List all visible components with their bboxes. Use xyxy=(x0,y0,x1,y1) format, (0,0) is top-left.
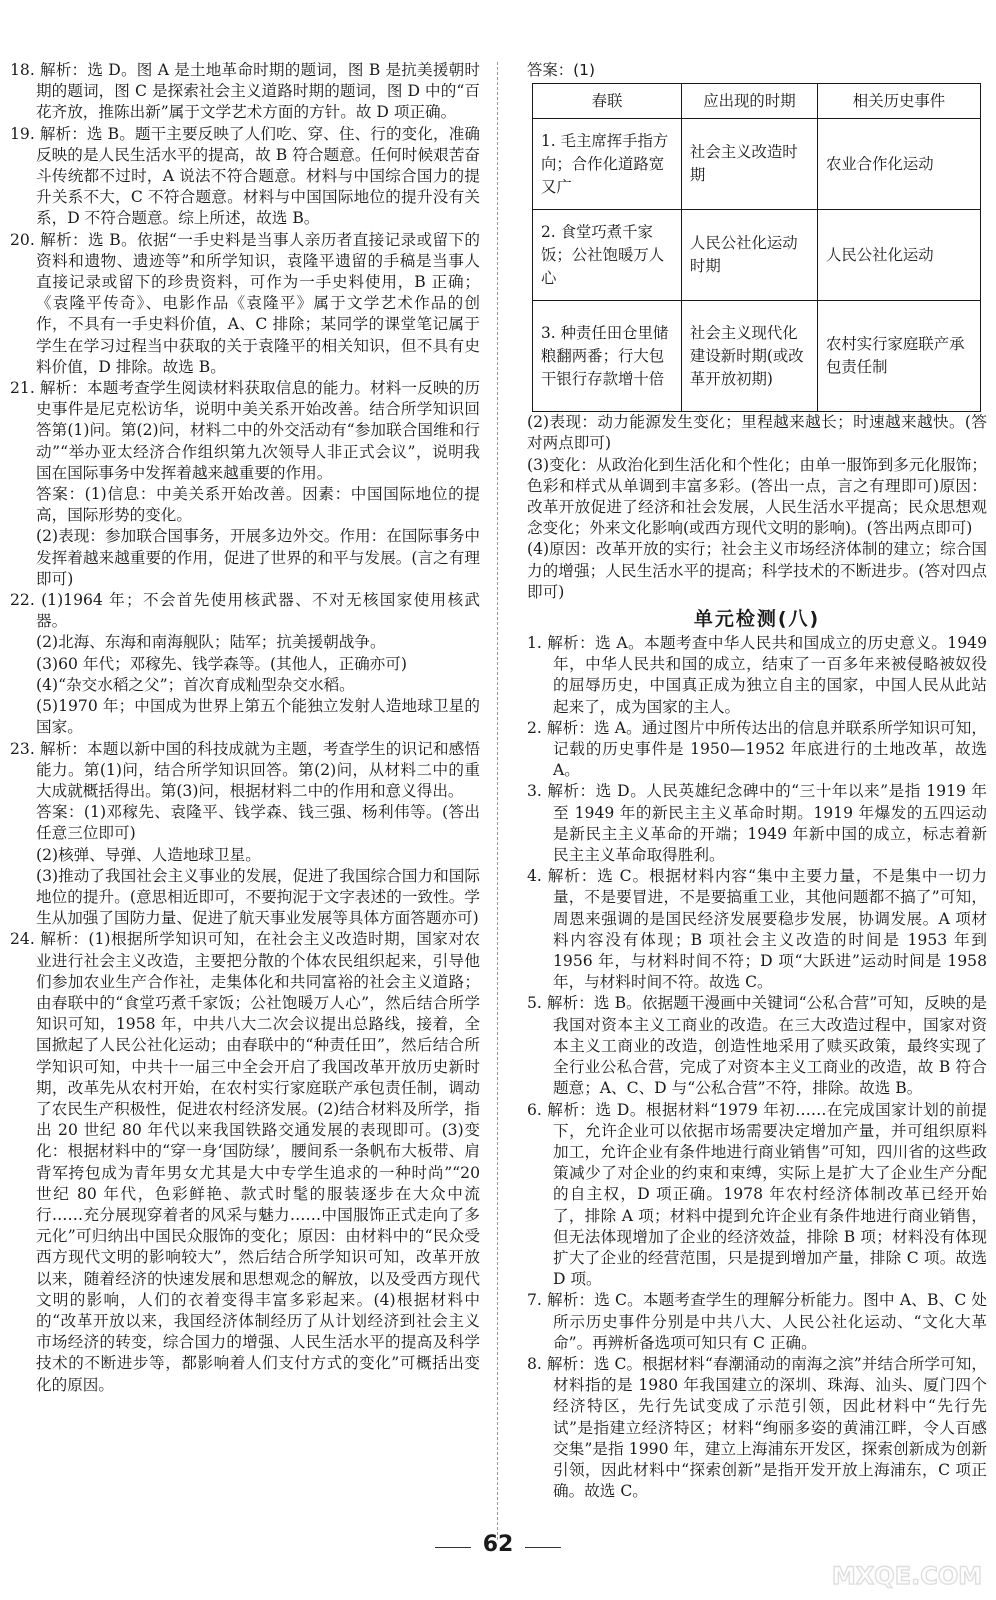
section-title: 单元检测(八) xyxy=(693,608,821,631)
answer-item-continuation: (3)变化：从政治化到生活化和个性化；由单一服饰到多元化服饰；色彩和样式从单调到丰富多彩。(答出一点，言之有理即可)原因：改革开放促进了经济和社会发展，人民生活水平提高；民众思想观念变化；外来文化影响(或西方现代文明的影响)。(答出两点即可) xyxy=(527,455,987,538)
table-cell: 社会主义现代化建设新时期(或改革开放初期) xyxy=(681,301,817,412)
answer-list xyxy=(527,633,987,1502)
table-cell: 1. 毛主席挥手指方向；合作化道路宽又广 xyxy=(533,119,682,210)
watermark-logo xyxy=(832,1546,982,1596)
answer-item: 6. 解析：选 D。根据材料“1979 年初……在完成国家计划的前提下，允许企业可以依据市场需要决定增加产量，并可组织原料加工，允许企业有条件地进行商业销售”可知，四川省的这些政策减少了对企业的约束和束缚，实际上是扩大了企业生产分配的自主权，D 项正确。1978 年农村经济体制改革已经开始了，排除 A 项；材料中提到允许企业有条件地进行商业销售，但无法体现增加了企业的经济效益，排除 B 项；材料没有体现扩大了企业的经营范围，只是提到增加产量，排除 C 项。故选 D 项。 xyxy=(527,1100,987,1289)
answer-item: 20. 解析：选 B。依据“一手史料是当事人亲历者直接记录或留下的资料和遗物、遗迹等”和所学知识，袁隆平遗留的手稿是当事人直接记录或留下的珍贵资料，可作为一手史料使用，B 正确；《袁隆平传奇》、电影作品《袁隆平》属于文学艺术作品的创作，不具有一手史料价值，A、C 排除；某同学的课堂笔记属于学生在学习过程当中获取的关于袁隆平的相关知识，但不具有史料价值，D 排除。故选 B。 xyxy=(10,230,480,376)
answer-item: 2. 解析：选 A。通过图片中所传达出的信息并联系所学知识可知，记载的历史事件是 1950—1952 年底进行的土地改革，故选 A。 xyxy=(527,718,987,780)
answer-item-continuation: (3)推动了我国社会主义事业的发展，促进了我国综合国力和国际地位的提升。(意思相近即可，不要拘泥于文字表述的一致性。学生从加强了国防力量、促进了航天事业发展等具体方面答题亦可) xyxy=(36,866,480,928)
couplet-table xyxy=(532,83,981,412)
table-cell: 人民公社化运动 xyxy=(817,210,980,301)
answer-item: 8. 解析：选 C。根据材料“春潮涌动的南海之滨”并结合所学可知，材料指的是 1980 年我国建立的深圳、珠海、汕头、厦门四个经济特区，先行先试变成了示范引领，因此材料中“先行先试”是指建立经济特区；材料“绚丽多姿的黄浦江畔，令人百感交集”是指 1990 年，建立上海浦东开发区，探索创新成为创新引领，因此材料中“探索创新”是指开发开放上海浦东，C 项正确。故选 C。 xyxy=(527,1354,987,1501)
answer-item-continuation: (2)核弹、导弹、人造地球卫星。 xyxy=(36,845,261,864)
answer-label: 答案：(1) xyxy=(527,61,595,79)
answer-item: 23. 解析：本题以新中国的科技成就为主题，考查学生的识记和感悟能力。第(1)问，结合所学知识回答。第(2)问，从材料二中的重大成就概括得出。第(3)问，根据材料二中的作用和意义得出。 xyxy=(10,739,480,800)
answer-item: 19. 解析：选 B。题干主要反映了人们吃、穿、住、行的变化，准确反映的是人民生活水平的提高，故 B 符合题意。任何时候艰苦奋斗传统都不过时，A 说法不符合题意。材料与中国综合国力的提升关系不大，C 不符合题意。材料与中国国际地位的提升没有关系，D 不符合题意。综上所述，故选 B。 xyxy=(10,124,480,228)
table-header-row xyxy=(533,84,981,119)
answer-item-continuation: 答案：(1)信息：中美关系开始改善。因素：中国国际地位的提高，国际形势的变化。 xyxy=(36,485,480,525)
answer-item: 21. 解析：本题考查学生阅读材料获取信息的能力。材料一反映的历史事件是尼克松访华，说明中美关系开始改善。结合所学知识回答第(1)问。第(2)问，材料二中的外交活动有“参加联合国维和行动”“举办亚太经济合作组织第九次领导人非正式会议”，说明我国在国际事务中发挥着越来越重要的作用。 xyxy=(10,379,480,482)
table-cell: 社会主义改造时期 xyxy=(681,119,817,210)
answer-item: 18. 解析：选 D。图 A 是土地革命时期的题词，图 B 是抗美援朝时期的题词，图 C 是探索社会主义道路时期的题词，图 D 中的“百花齐放，推陈出新”属于文学艺术方面的方针。故 D 项正确。 xyxy=(10,61,480,122)
answer-item-continuation: (5)1970 年；中国成为世界上第五个能独立发射人造地球卫星的国家。 xyxy=(36,697,480,737)
table-cell: 农村实行家庭联产承包责任制 xyxy=(817,301,980,412)
right-column xyxy=(527,60,987,1502)
page-number: 62 xyxy=(482,1532,514,1557)
answer-item-continuation: (2)表现：参加联合国事务，开展多边外交。作用：在国际事务中发挥着越来越重要的作用，促进了世界的和平与发展。(言之有理即可) xyxy=(36,527,480,588)
answer-item: 5. 解析：选 B。依据题干漫画中关键词“公私合营”可知，反映的是我国对资本主义工商业的改造。在三大改造过程中，国家对资本主义工商业的改造，创造性地采用了赎买政策，最终实现了全行业公私合营，完成了对资本主义工商业的改造，故 B 符合题意；A、C、D 与“公私合营”不符，排除。故选 B。 xyxy=(527,994,987,1098)
answer-item-continuation: (4)“杂交水稻之父”；首次育成籼型杂交水稻。 xyxy=(36,675,355,694)
table-row xyxy=(533,301,981,412)
table-cell: 人民公社化运动时期 xyxy=(681,210,817,301)
answer-continuation xyxy=(527,412,987,603)
watermark-text: MXQE.COM xyxy=(832,1562,982,1590)
answer-item-continuation: (2)北海、东海和南海舰队；陆军；抗美援朝战争。 xyxy=(36,633,386,652)
answer-item-continuation: (3)60 年代；邓稼先、钱学森等。(其他人，正确亦可) xyxy=(36,654,407,673)
table-cell: 2. 食堂巧煮千家饭；公社饱暖万人心 xyxy=(533,210,682,301)
table-header: 春联 xyxy=(533,84,682,119)
table-cell: 农业合作化运动 xyxy=(817,119,980,210)
column-divider xyxy=(497,62,498,1540)
table-header: 应出现的时期 xyxy=(681,84,817,119)
left-column xyxy=(10,60,480,1396)
footer-dash xyxy=(525,1547,561,1548)
answer-item: 4. 解析：选 C。根据材料内容“集中主要力量，不是集中一切力量，不是要冒进，不是要搞重工业，其他问题都不搞了”可知，周恩来强调的是国民经济发展要稳步发展，协调发展。A 项材料内容没有体现；B 项社会主义改造的时间是 1953 年到 1956 年，与材料时间不符；D 项“大跃进”运动时间是 1958 年，与材料时间不符。故选 C。 xyxy=(527,867,987,992)
answer-item: 1. 解析：选 A。本题考查中华人民共和国成立的历史意义。1949 年，中华人民共和国的成立，结束了一百多年来被侵略被奴役的屈辱历史，中国真正成为独立自主的国家，中国人民从此站起来了，成为国家的主人。 xyxy=(527,634,987,716)
answer-item: 3. 解析：选 D。人民英雄纪念碑中的“三十年以来”是指 1919 年至 1949 年的新民主主义革命时期。1919 年爆发的五四运动是新民主主义革命的开端；1949 年新中国的成立，标志着新民主主义革命取得胜利。 xyxy=(527,782,987,865)
answer-item-continuation: (4)原因：改革开放的实行；社会主义市场经济体制的建立；综合国力的增强；人民生活水平的提高；科学技术的不断进步。(答对四点即可) xyxy=(527,540,987,601)
table-row xyxy=(533,119,981,210)
table-row xyxy=(533,210,981,301)
answer-item: 7. 解析：选 C。本题考查学生的理解分析能力。图中 A、B、C 处所示历史事件分别是中共八大、人民公社化运动、“文化大革命”。再辨析备选项可知只有 C 正确。 xyxy=(527,1291,987,1352)
answer-item-continuation: (2)表现：动力能源发生变化；里程越来越长；时速越来越快。(答对两点即可) xyxy=(527,413,987,453)
table-cell: 3. 种责任田仓里储粮翻两番；行大包干银行存款增十倍 xyxy=(533,301,682,412)
answer-item-continuation: 答案：(1)邓稼先、袁隆平、钱学森、钱三强、杨利伟等。(答出任意三位即可) xyxy=(36,803,480,843)
answer-item: 22. (1)1964 年；不会首先使用核武器、不对无核国家使用核武器。 xyxy=(10,591,480,631)
answer-item: 24. 解析：(1)根据所学知识可知，在社会主义改造时期，国家对农业进行社会主义改造，主要把分散的个体农民组织起来，引导他们参加农业生产合作社，走集体化和共同富裕的社会主义道路；由春联中的“食堂巧煮千家饭；公社饱暖万人心”，然后结合所学知识可知，1958 年，中共八大二次会议提出总路线，接着，全国掀起了人民公社化运动；由春联中的“种责任田”，然后结合所学知识可知，中共十一届三中全会开启了我国改革开放历史新时期，改革先从农村开始，在农村实行家庭联产承包责任制，调动了农民生产积极性，促进农村经济发展。(2)结合材料及所学，指出 20 世纪 80 年代以来我国铁路交通发展的表现即可。(3)变化：根据材料中的“穿一身‘国防绿’，腰间系一条帆布大板带、肩背军挎包成为青年男女尤其是大中专学生追求的一种时尚”“20 世纪 80 年代，色彩鲜艳、款式时髦的服装逐步在大众中流行……充分展现穿着者的风采与魅力……中国服饰正式走向了多元化”可归纳出中国民众服饰的变化；原因：由材料中的“民众受西方现代文明的影响较大”，然后结合所学知识可知，改革开放以来，随着经济的快速发展和思想观念的解放，以及受西方现代文明的影响，人们的衣着变得丰富多彩起来。(4)根据材料中的“改革开放以来，我国经济体制经历了从计划经济到社会主义市场经济的转变，综合国力的增强、人民生活水平的提高及科学技术的不断进步等，都影响着人们支付方式的变化”可概括出变化的原因。 xyxy=(10,930,480,1394)
table-header: 相关历史事件 xyxy=(817,84,980,119)
footer-dash xyxy=(435,1547,471,1548)
